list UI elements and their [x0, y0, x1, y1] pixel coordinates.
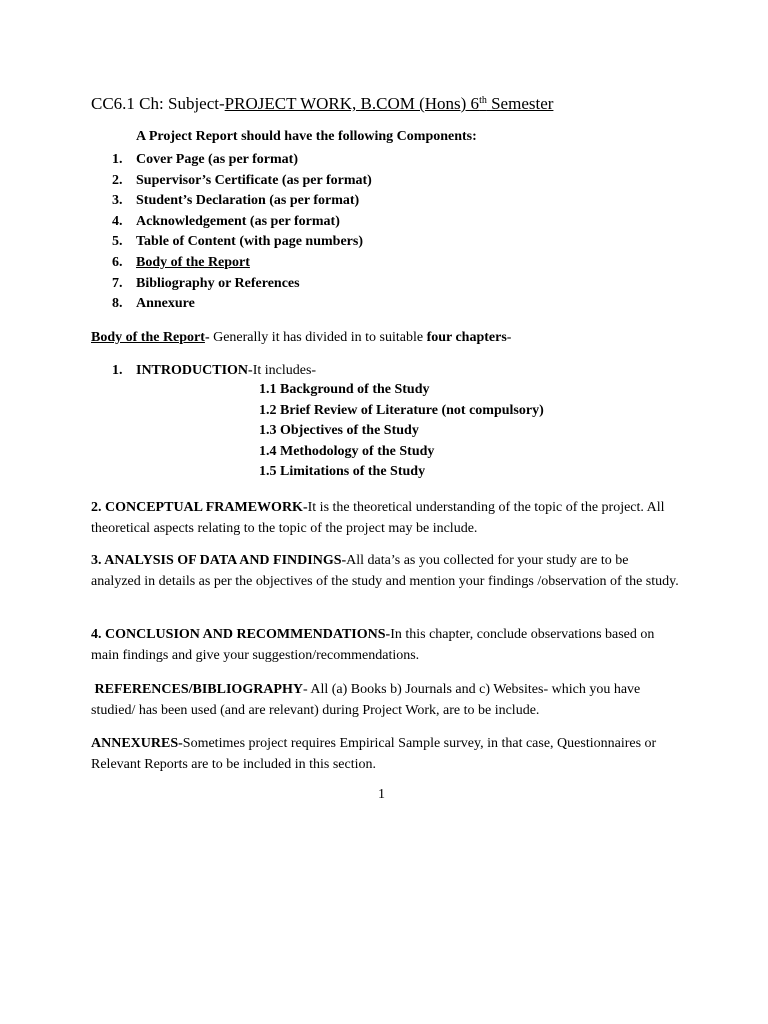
list-number: 8.: [112, 296, 123, 312]
list-item: 1.1 Background of the Study: [259, 382, 430, 397]
list-label: Bibliography or References: [136, 275, 300, 291]
list-item: [112, 232, 372, 253]
list-number: 6.: [112, 254, 123, 270]
list-label: Annexure: [136, 296, 195, 312]
list-item: [112, 150, 372, 171]
body-of-report-emphasis: four chapters: [426, 330, 507, 345]
section-text: All data’s as you collected for your study are to be analyzed in details as per the objectives of the study and mention your findings /observation of the study.: [91, 553, 679, 589]
conclusion-paragraph: [91, 624, 681, 666]
list-label: Cover Page (as per format): [136, 152, 298, 167]
list-label: Body of the Report: [136, 254, 250, 270]
conceptual-framework-paragraph: [91, 497, 681, 539]
list-number: 2.: [112, 172, 123, 188]
list-number: 4.: [112, 213, 123, 229]
list-item: 1.2 Brief Review of Literature (not compulsory): [259, 402, 544, 418]
list-label: Student’s Declaration (as per format): [136, 193, 360, 209]
section-text: It is the theoretical understanding of the topic of the project. All theoretical aspects relating to the topic of the project may be include.: [91, 500, 665, 536]
list-number: 1.: [112, 152, 123, 167]
list-number: 5.: [112, 234, 123, 250]
introduction-label: INTRODUCTION-: [136, 363, 253, 378]
section-text: - All (a) Books b) Journals and c) Websites- which you have studied/ has been used (and are relevant) during Project Work, are to be include.: [91, 682, 644, 718]
list-item: 1.4 Methodology of the Study: [259, 443, 435, 459]
list-label: Acknowledgement (as per format): [136, 213, 340, 229]
section-label: 2. CONCEPTUAL FRAMEWORK-: [91, 500, 308, 515]
body-of-report-text: Generally it has divided in to suitable: [209, 330, 427, 345]
analysis-paragraph: [91, 550, 681, 592]
title-semester: Semester: [486, 94, 554, 113]
body-of-report-end: -: [506, 330, 512, 345]
section-label: 3. ANALYSIS OF DATA AND FINDINGS-: [91, 553, 347, 568]
list-item: [112, 171, 372, 192]
introduction-text: It includes-: [252, 363, 317, 378]
section-text: Sometimes project requires Empirical Sample survey, in that case, Questionnaires or Relevant Reports are to be included in this section.: [91, 736, 657, 772]
body-of-report-dash: -: [204, 330, 210, 345]
body-of-report-paragraph: [91, 327, 681, 348]
body-of-report-label: Body of the Report: [91, 330, 205, 345]
list-label: Table of Content (with page numbers): [136, 234, 363, 250]
page-title: [91, 93, 553, 115]
list-item: [112, 274, 372, 295]
title-subject: [225, 94, 554, 113]
list-item: 1.5 Limitations of the Study: [259, 464, 426, 480]
list-item: [112, 294, 372, 315]
page-number: 1: [378, 787, 385, 802]
components-list: [112, 150, 372, 315]
list-number: 7.: [112, 275, 123, 291]
components-heading: A Project Report should have the following Components:: [136, 129, 477, 144]
section-label: REFERENCES/BIBLIOGRAPHY: [91, 682, 303, 697]
list-item: [112, 212, 372, 233]
list-item: [112, 191, 372, 212]
list-label: Supervisor’s Certificate (as per format): [136, 172, 372, 188]
title-subject-text: PROJECT WORK, B.COM (Hons) 6: [224, 94, 480, 113]
references-paragraph: [91, 679, 681, 721]
annexures-paragraph: [91, 733, 681, 775]
introduction-number: 1.: [112, 363, 123, 378]
introduction-subitems: [259, 380, 544, 483]
list-item: 1.3 Objectives of the Study: [259, 423, 419, 439]
section-label: ANNEXURES-: [91, 736, 183, 751]
section-label: 4. CONCLUSION AND RECOMMENDATIONS-: [91, 627, 391, 642]
section-text: In this chapter, conclude observations based on main findings and give your suggestion/recommendations.: [91, 627, 655, 663]
title-ordinal-suffix: th: [479, 95, 487, 106]
list-item: [112, 253, 372, 274]
list-number: 3.: [112, 193, 123, 209]
introduction-item: [112, 360, 316, 381]
title-prefix: CC6.1 Ch: Subject-: [91, 94, 225, 113]
